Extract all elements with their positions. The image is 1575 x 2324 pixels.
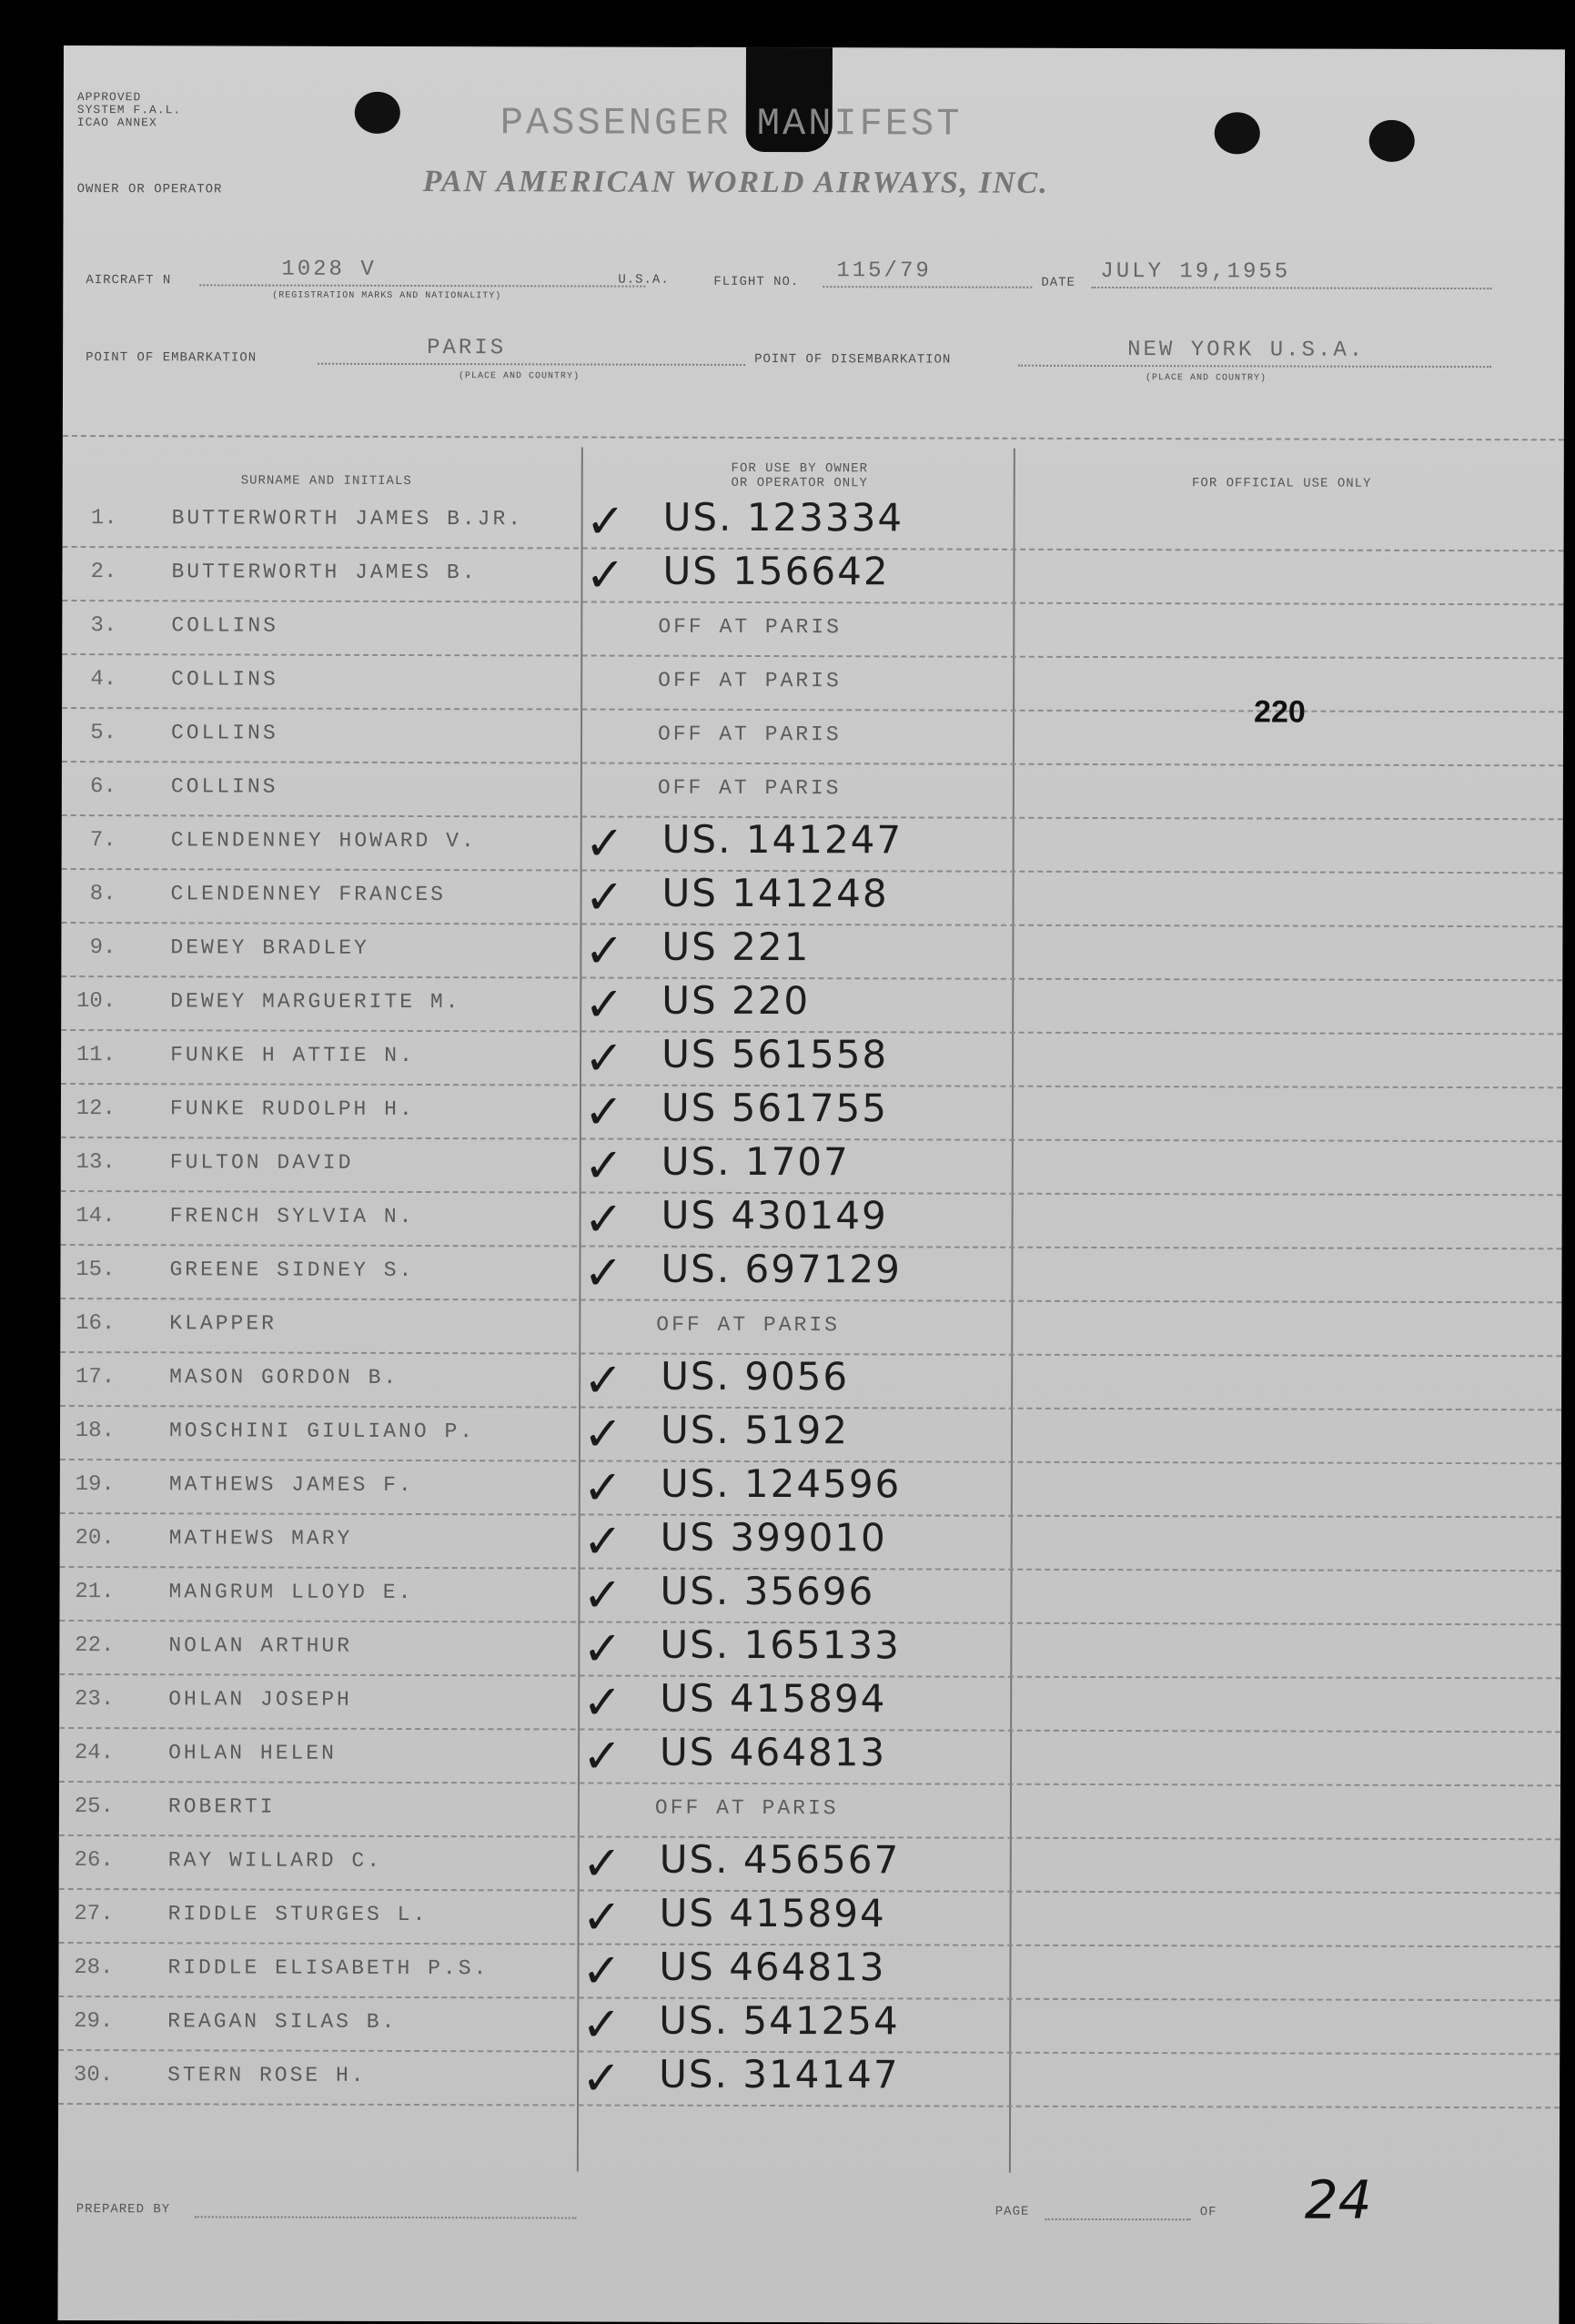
table-row <box>61 1137 1562 1195</box>
table-row <box>59 1782 1560 1839</box>
passenger-name: STERN ROSE H. <box>167 2063 367 2087</box>
passport-entry: US. 124596 <box>660 1460 902 1507</box>
table-top-rule <box>63 435 1564 440</box>
table-row <box>61 1084 1562 1141</box>
table-row <box>60 1460 1561 1517</box>
row-number: 4. <box>90 667 117 692</box>
table-row <box>59 1889 1560 1946</box>
country-label: U.S.A. <box>618 272 670 288</box>
passport-entry: US. 165133 <box>660 1622 901 1668</box>
table-row <box>60 1352 1561 1410</box>
row-number: 19. <box>75 1472 115 1498</box>
page-label: PAGE <box>994 2204 1030 2219</box>
embarkation-underline <box>318 363 745 366</box>
table-row <box>59 1621 1560 1678</box>
check-mark-icon: ✓ <box>582 1622 623 1677</box>
disembarkation-note: (PLACE AND COUNTRY) <box>1146 373 1267 384</box>
off-at-entry: OFF AT PARIS <box>658 614 843 640</box>
passenger-name: OHLAN JOSEPH <box>168 1687 352 1712</box>
table-row <box>62 762 1563 819</box>
off-at-entry: OFF AT PARIS <box>658 668 842 693</box>
form-title: PASSENGER MANIFEST <box>500 101 963 147</box>
off-at-entry: OFF AT PARIS <box>657 775 842 801</box>
passenger-name: CLENDENNEY FRANCES <box>170 882 447 907</box>
check-mark-icon: ✓ <box>584 870 625 925</box>
surname-column-header: SURNAME AND INITIALS <box>240 473 412 490</box>
row-number: 1. <box>90 506 117 531</box>
check-mark-icon: ✓ <box>584 1031 624 1086</box>
prepared-by-underline <box>195 2216 577 2218</box>
table-row <box>61 869 1562 926</box>
table-row <box>62 547 1563 604</box>
table-row <box>60 1298 1561 1356</box>
embarkation-value: PARIS <box>427 336 507 361</box>
table-row <box>59 1567 1560 1624</box>
passenger-name: COLLINS <box>171 613 278 638</box>
passport-entry: US. 697129 <box>661 1246 902 1292</box>
off-at-entry: OFF AT PARIS <box>657 722 842 747</box>
passenger-name: COLLINS <box>170 774 278 799</box>
table-row <box>63 493 1564 551</box>
passport-entry: US. 456567 <box>659 1836 901 1883</box>
passport-entry: US 220 <box>661 977 811 1024</box>
prepared-by-label: PREPARED BY <box>76 2202 171 2218</box>
passenger-name: FRENCH SYLVIA N. <box>169 1204 415 1229</box>
passenger-name: RIDDLE ELISABETH P.S. <box>167 1955 490 1981</box>
passport-entry: US. 35696 <box>660 1568 875 1614</box>
passport-entry: US 156642 <box>662 548 890 594</box>
check-mark-icon: ✓ <box>581 1944 622 1999</box>
embarkation-label: POINT OF EMBARKATION <box>86 350 257 366</box>
passenger-name: RIDDLE STURGES L. <box>167 1902 429 1927</box>
check-mark-icon: ✓ <box>582 1675 622 1731</box>
passport-entry: US 415894 <box>659 1890 886 1936</box>
check-mark-icon: ✓ <box>585 494 626 550</box>
approval-note: APPROVED SYSTEM F.A.L. ICAO ANNEX <box>76 90 182 130</box>
passenger-name: MOSCHINI GIULIANO P. <box>168 1419 476 1444</box>
passenger-name: KLAPPER <box>169 1311 277 1336</box>
passenger-name: FULTON DAVID <box>169 1150 354 1175</box>
table-row <box>60 1245 1561 1302</box>
aircraft-underline <box>199 284 645 287</box>
passenger-name: COLLINS <box>171 667 278 692</box>
row-number: 13. <box>76 1150 116 1176</box>
check-mark-icon: ✓ <box>583 1085 624 1140</box>
check-mark-icon: ✓ <box>581 1890 622 1945</box>
passenger-name: DEWEY BRADLEY <box>170 935 369 960</box>
of-label: OF <box>1199 2205 1217 2220</box>
passport-entry: US 561558 <box>661 1031 889 1077</box>
passenger-name: BUTTERWORTH JAMES B.JR. <box>171 506 524 531</box>
passport-entry: US 415894 <box>660 1675 887 1722</box>
row-number: 6. <box>90 774 116 800</box>
check-mark-icon: ✓ <box>583 1192 624 1248</box>
passenger-name: BUTTERWORTH JAMES B. <box>171 560 478 585</box>
flight-underline <box>823 286 1032 288</box>
passport-entry: US. 1707 <box>661 1138 850 1185</box>
table-row <box>62 815 1563 873</box>
row-number: 2. <box>90 560 117 585</box>
passenger-name: DEWEY MARGUERITE M. <box>170 989 461 1015</box>
check-mark-icon: ✓ <box>582 1514 623 1570</box>
flight-value: 115/79 <box>836 258 932 284</box>
row-number: 3. <box>90 613 117 639</box>
passenger-name: GREENE SIDNEY S. <box>169 1258 415 1283</box>
row-number: 15. <box>76 1258 116 1283</box>
check-mark-icon: ✓ <box>583 1138 624 1194</box>
table-row <box>58 1943 1560 2000</box>
punch-hole <box>1369 120 1415 162</box>
passenger-name: FUNKE H ATTIE N. <box>170 1043 415 1068</box>
row-number: 14. <box>76 1204 116 1229</box>
row-number: 11. <box>76 1043 116 1068</box>
row-number: 20. <box>75 1526 115 1551</box>
disembarkation-label: POINT OF DISEMBARKATION <box>754 351 952 368</box>
aircraft-label: AIRCRAFT N <box>86 273 172 288</box>
check-mark-icon: ✓ <box>581 2051 621 2107</box>
company-name: PAN AMERICAN WORLD AIRWAYS, INC. <box>422 165 1049 200</box>
table-row <box>59 1728 1560 1785</box>
passenger-name: REAGAN SILAS B. <box>167 2009 398 2034</box>
check-mark-icon: ✓ <box>583 1246 624 1301</box>
table-row <box>61 1030 1562 1087</box>
passport-entry: US. 5192 <box>660 1407 850 1453</box>
row-number: 5. <box>90 721 117 746</box>
table-row <box>61 1191 1562 1248</box>
table-row <box>59 1835 1560 1893</box>
passport-entry: US 561755 <box>661 1085 889 1131</box>
passenger-name: MASON GORDON B. <box>169 1365 399 1389</box>
row-number: 30. <box>73 2063 114 2088</box>
passenger-name: ROBERTI <box>167 1794 276 1819</box>
passport-entry: US 221 <box>661 924 811 970</box>
check-mark-icon: ✓ <box>582 1729 622 1784</box>
row-number: 9. <box>89 935 116 961</box>
passenger-name: RAY WILLARD C. <box>167 1848 383 1873</box>
row-number: 24. <box>74 1741 115 1766</box>
flight-label: FLIGHT NO. <box>713 274 800 290</box>
owner-column-header: FOR USE BY OWNER OR OPERATOR ONLY <box>731 460 869 491</box>
aircraft-value: 1028 V <box>281 257 377 282</box>
check-mark-icon: ✓ <box>585 548 626 603</box>
passport-entry: US. 9056 <box>661 1353 850 1399</box>
passenger-name: MATHEWS JAMES F. <box>168 1472 414 1498</box>
check-mark-icon: ✓ <box>582 1568 623 1623</box>
table-row <box>61 976 1562 1034</box>
passenger-name: MATHEWS MARY <box>168 1526 353 1551</box>
row-number: 23. <box>74 1687 115 1713</box>
passport-entry: US 141248 <box>661 870 889 916</box>
row-number: 7. <box>89 828 116 854</box>
disembarkation-value: NEW YORK U.S.A. <box>1127 338 1366 363</box>
passport-entry: US 430149 <box>661 1192 888 1238</box>
row-number: 28. <box>74 1955 114 1981</box>
date-label: DATE <box>1041 275 1075 290</box>
passenger-name: CLENDENNEY HOWARD V. <box>170 828 477 854</box>
check-mark-icon: ✓ <box>584 924 625 979</box>
row-rule <box>58 2103 1560 2108</box>
row-number: 17. <box>75 1365 116 1390</box>
table-row <box>60 1406 1561 1463</box>
passenger-name: NOLAN ARTHUR <box>168 1633 353 1658</box>
check-mark-icon: ✓ <box>583 1353 623 1409</box>
row-number: 26. <box>74 1848 114 1874</box>
off-at-entry: OFF AT PARIS <box>656 1312 840 1338</box>
row-number: 16. <box>76 1311 116 1337</box>
passenger-name: FUNKE RUDOLPH H. <box>169 1096 415 1122</box>
table-row <box>58 1996 1560 2054</box>
official-column-header: FOR OFFICIAL USE ONLY <box>1192 476 1372 491</box>
check-mark-icon: ✓ <box>582 1460 623 1516</box>
row-number: 27. <box>74 1902 114 1927</box>
embarkation-note: (PLACE AND COUNTRY) <box>459 371 581 382</box>
punch-hole <box>355 92 400 134</box>
table-row <box>62 601 1563 658</box>
table-row <box>62 708 1563 765</box>
row-number: 8. <box>89 882 116 907</box>
owner-label: OWNER OR OPERATOR <box>76 182 223 197</box>
date-value: JULY 19,1955 <box>1100 258 1291 285</box>
row-number: 12. <box>76 1096 116 1122</box>
off-at-entry: OFF AT PARIS <box>654 1795 839 1821</box>
table-row <box>59 1674 1560 1732</box>
row-number: 25. <box>74 1794 114 1820</box>
passenger-name: COLLINS <box>170 721 278 745</box>
aircraft-note: (REGISTRATION MARKS AND NATIONALITY) <box>272 290 502 302</box>
table-row <box>61 923 1562 980</box>
table-row <box>62 654 1563 712</box>
passenger-name: MANGRUM LLOYD E. <box>168 1580 414 1605</box>
passenger-name: OHLAN HELEN <box>168 1741 337 1765</box>
check-mark-icon: ✓ <box>582 1407 623 1462</box>
check-mark-icon: ✓ <box>581 1836 622 1892</box>
passport-entry: US 399010 <box>660 1514 887 1561</box>
passport-entry: US 464813 <box>659 1944 886 1990</box>
passport-entry: US. 123334 <box>662 494 904 541</box>
row-number: 10. <box>76 989 116 1015</box>
punch-hole <box>1215 112 1260 154</box>
check-mark-icon: ✓ <box>581 1997 621 2053</box>
page-underline <box>1045 2218 1191 2220</box>
passport-entry: US. 141247 <box>661 816 904 863</box>
row-number: 21. <box>75 1580 115 1605</box>
passport-entry: US. 541254 <box>659 1997 900 2044</box>
row-number: 18. <box>75 1419 116 1444</box>
check-mark-icon: ✓ <box>584 816 625 872</box>
passport-entry: US 464813 <box>660 1729 887 1775</box>
date-underline <box>1091 287 1491 289</box>
page-number: 24 <box>1304 2168 1372 2231</box>
row-number: 22. <box>75 1633 115 1659</box>
official-stamp: 220 <box>1254 694 1306 730</box>
disembarkation-underline <box>1018 365 1491 368</box>
check-mark-icon: ✓ <box>584 977 624 1033</box>
table-row <box>58 2050 1560 2107</box>
table-row <box>60 1513 1561 1571</box>
row-number: 29. <box>74 2009 114 2035</box>
passport-entry: US. 314147 <box>659 2051 900 2097</box>
manifest-sheet <box>57 45 1565 2324</box>
